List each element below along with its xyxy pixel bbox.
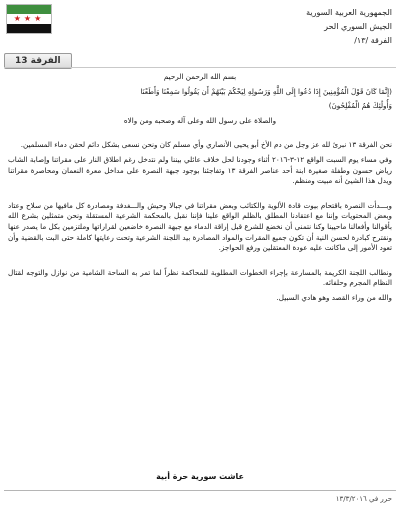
footer-date: حرر في ١٣/٣/٢٠١٦ <box>335 495 392 503</box>
division-ref: الفرقة /١٣/ <box>354 36 392 45</box>
letterhead-text <box>306 6 392 48</box>
header-divider <box>4 67 396 68</box>
paragraph-4: ونطالب اللجنة الكريمة بالمسارعة بإجراء الخطوات المطلوبة للمحاكمة نظراً لما تمر به الساحة الشامية من نوازل والتوجه لقتال النظام المجرم وحلفائه. <box>8 267 392 288</box>
letterhead <box>0 0 400 66</box>
division-badge: الفرقة 13 <box>4 53 72 69</box>
quran-verse-line-1: (إِنَّمَا كَانَ قَوْلَ الْمُؤْمِنِينَ إِذَا دُعُوا إِلَى اللَّهِ وَرَسُولِهِ لِيَحْكُمَ بَيْنَهُمْ أَن يَقُولُوا سَمِعْنَا وَأَطَعْنَا <box>140 86 392 96</box>
statement-body <box>8 72 392 308</box>
basmala: بسم الله الرحمن الرحيم <box>163 72 237 81</box>
syrian-revolution-flag-icon: ★★★ <box>6 4 52 34</box>
closing-line: والله من وراء القصد وهو هادي السبيل. <box>276 292 392 302</box>
quran-verse-line-2: وَأُولَٰئِكَ هُمُ الْمُفْلِحُونَ) <box>328 101 392 111</box>
salutation: والصلاة على رسول الله وعلى آله وصحبه ومن والاه <box>123 115 277 125</box>
paragraph-1: نحن الفرقة ١٣ نبرئ لله عز وجل من دم الأخ أبو يحيى الأنصاري وأي مسلم كان ونحن نسعى بشكل دائم لحقن دماء المسلمين. <box>20 140 392 150</box>
paragraph-2: وفي مساء يوم السبت الواقع ١٢-٣-٢٠١٦ أثناء وجودنا لحل خلاف عائلي بيننا ولم نتدخل رغم اطلاق النار على مقراتنا وإصابة الشاب رياض حسون وطفلة صغيرة ابنة أحد عناصر الفرقة ١٣ وتفاجئنا بوجود جبهة النصرة على مداخل معرة النعمان ومحاصرة مقراتنا ويدل هذا الشيئ أنه مبيت ومنظم. <box>8 154 392 186</box>
footer-divider <box>4 490 396 491</box>
signature-slogan: عاشت سورية حرة أبية <box>156 472 244 481</box>
paragraph-3: وبـــدأت النصرة باقتحام بيوت قادة الألوية والكتائب وبعض مقراتنا في جبالا وحيش والـــغدفة ومصادرة كل مافيها من سلاح وعتاد وبعض المحتويات وإننا مع اعتقادنا المطلق بالظلم الواقع علينا فإننا نقبل بالمحكمة الشرعية المستقلة ونحن متمثلين بشرع الله بأقوالنا وأفعالنا ماحيينا وكنا نتمنى أن نخضع للشرع قبل إراقة الدماء مع جبهة النصرة خاضعين لقراراتها وملتزمين بكل ما يصدر عنها ونقترح كبادرة لحسن النية أن تكون جميع المقرات والمواد المصادرة بيد اللجنة الشرعية وتحت رعايتها كاملة حتى البت بالقضية وأن تعود الأمور إلى ماكانت عليه عودة المعتقلين ورفع الحواجز. <box>8 200 392 253</box>
army-name: الجيش السوري الحر <box>324 22 392 31</box>
country-name: الجمهورية العربية السورية <box>306 8 392 17</box>
